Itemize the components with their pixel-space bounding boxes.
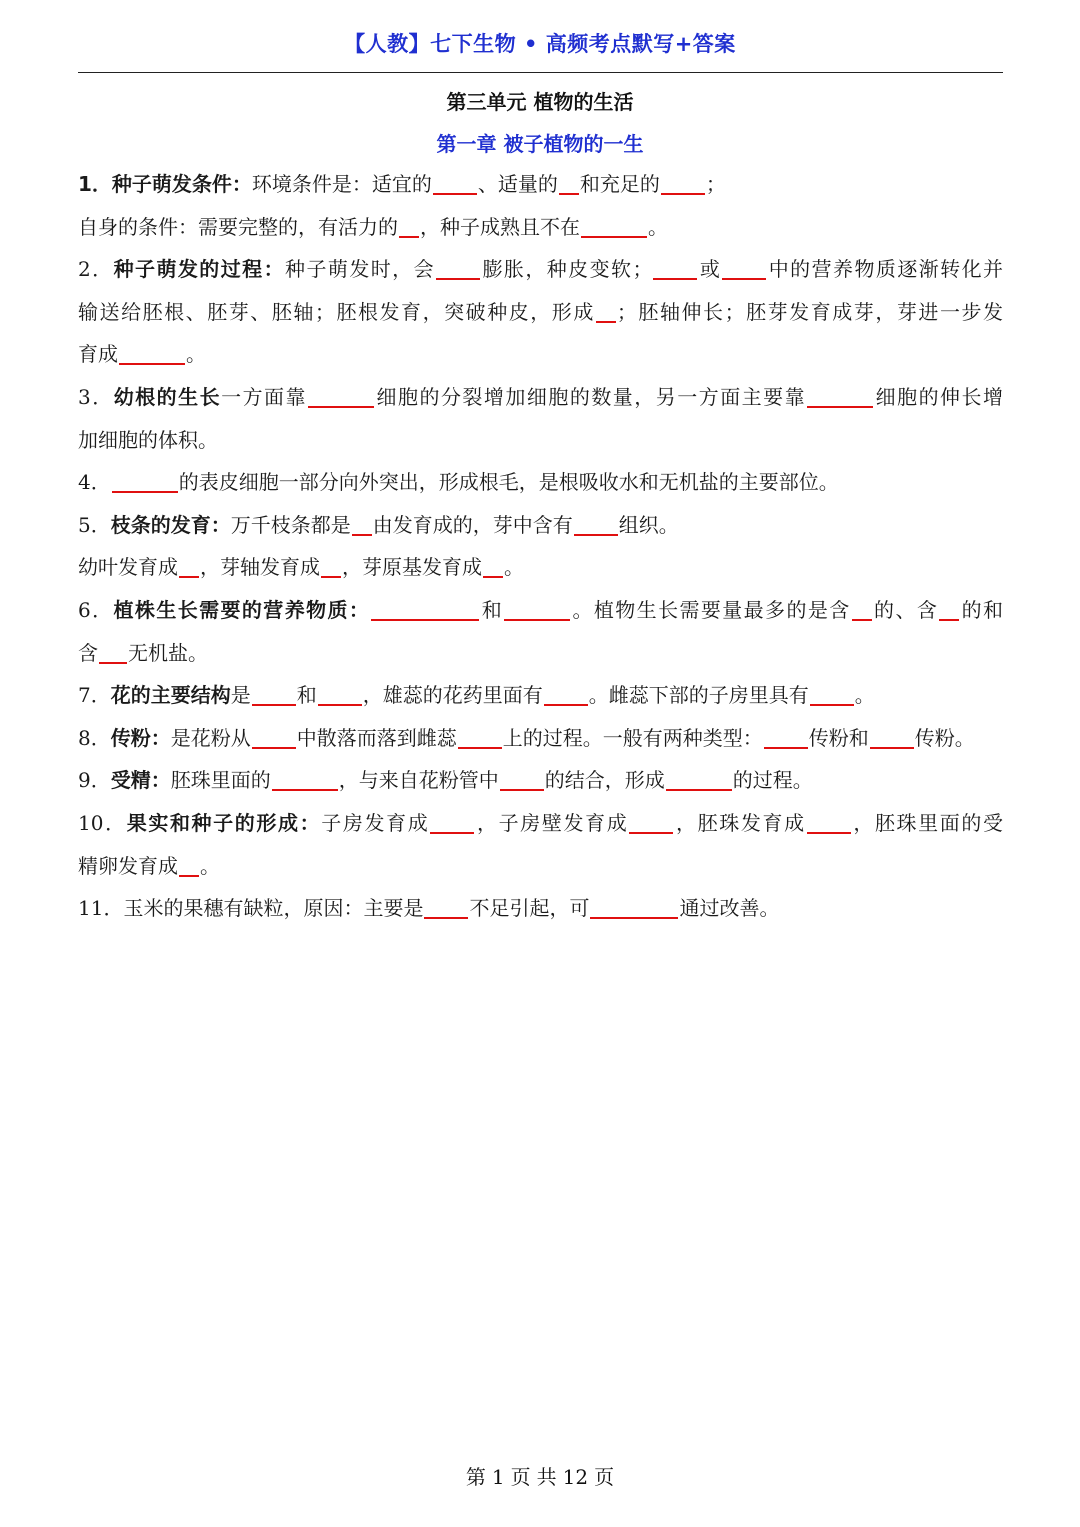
question-text: 。 — [648, 214, 668, 239]
question-text: 含 — [78, 640, 98, 665]
question-text: 中散落而落到雌蕊 — [296, 725, 457, 750]
question-number: 8． — [78, 725, 111, 750]
question-number: 2． — [78, 257, 114, 282]
question-text: 。雌蕊下部的子房里具有 — [588, 683, 809, 708]
question-text: 育成 — [78, 342, 118, 367]
question-3-line-1 — [78, 376, 1003, 419]
question-number: 3． — [78, 384, 114, 409]
question-number: 5． — [78, 512, 111, 537]
question-heading: 花的主要结构 — [110, 683, 231, 708]
footer-text: 页 — [510, 1465, 531, 1489]
answer-blank[interactable] — [119, 337, 185, 365]
question-2-line-2 — [78, 291, 1003, 334]
question-heading: 种子萌发条件： — [111, 172, 252, 196]
question-4-line-1 — [78, 461, 1003, 504]
question-2-line-1 — [78, 248, 1003, 291]
question-heading: 植株生长需要的营养物质： — [113, 597, 371, 622]
answer-blank[interactable] — [436, 252, 480, 280]
question-text: 中的营养物质逐渐转化并 — [767, 257, 1004, 282]
question-9-line-1 — [78, 759, 1003, 802]
question-text: 种子萌发时，会 — [285, 257, 436, 282]
footer-text: 第 — [465, 1465, 486, 1489]
answer-blank[interactable] — [544, 678, 588, 706]
question-heading: 种子萌发的过程： — [113, 257, 286, 282]
question-text: 是 — [230, 683, 251, 708]
answer-blank[interactable] — [870, 721, 914, 749]
question-text: ，与来自花粉管中 — [338, 768, 499, 793]
question-text: 不足引起，可 — [469, 896, 590, 921]
answer-blank[interactable] — [764, 721, 808, 749]
question-text: 幼叶发育成 — [78, 555, 178, 580]
question-text: ，胚珠里面的受 — [851, 810, 1004, 835]
question-text: 胚珠里面的 — [170, 768, 271, 793]
question-text: 自身的条件：需要完整的，有活力的 — [78, 214, 398, 239]
question-10-line-1 — [78, 802, 1003, 845]
question-number: 11． — [78, 896, 124, 921]
question-heading: 果实和种子的形成： — [126, 810, 322, 835]
question-text: 组织。 — [618, 512, 679, 537]
question-1-line-2 — [78, 206, 1003, 249]
question-text: 子房发育成 — [321, 810, 430, 835]
footer-text: 页 — [594, 1465, 615, 1489]
page-header-title: 【人教】七下生物 • 高频考点默写+答案 — [344, 32, 736, 56]
question-text: 、适量的 — [477, 172, 558, 196]
page-footer — [0, 1461, 1080, 1490]
header-divider — [78, 72, 1003, 73]
question-text: 输送给胚根、胚芽、胚轴；胚根发育，突破种皮，形成 — [78, 299, 595, 324]
answer-blank[interactable] — [112, 465, 178, 493]
answer-blank[interactable] — [653, 252, 697, 280]
total-page-count: 12 — [562, 1465, 589, 1489]
question-text: 环境条件是：适宜的 — [251, 172, 432, 196]
answer-blank[interactable] — [308, 380, 374, 408]
question-text: 和充足的 — [579, 172, 660, 196]
answer-blank[interactable] — [500, 763, 544, 791]
answer-blank[interactable] — [252, 678, 296, 706]
question-heading: 受精： — [110, 768, 171, 793]
question-number: 9． — [78, 768, 111, 793]
question-text: 通过改善。 — [679, 896, 780, 921]
question-text: 传粉和 — [808, 725, 869, 750]
question-3-line-2 — [78, 419, 1003, 462]
answer-blank[interactable] — [483, 550, 503, 578]
chapter-title: 第一章 被子植物的一生 — [436, 132, 644, 156]
question-number: 10． — [78, 810, 127, 835]
question-text: 的过程。 — [732, 768, 813, 793]
question-text: 细胞的分裂增加细胞的数量，另一方面主要靠 — [375, 384, 807, 409]
question-text: 细胞的伸长增 — [874, 384, 1004, 409]
question-text: 的和 — [960, 597, 1004, 622]
question-text: 精卵发育成 — [78, 853, 178, 878]
answer-blank[interactable] — [807, 806, 851, 834]
question-heading: 幼根的生长 — [113, 384, 222, 409]
question-text: 无机盐。 — [128, 640, 208, 665]
answer-blank[interactable] — [252, 721, 296, 749]
answer-blank[interactable] — [352, 508, 372, 536]
answer-blank[interactable] — [458, 721, 502, 749]
answer-blank[interactable] — [590, 891, 678, 919]
current-page-number: 1 — [491, 1465, 505, 1489]
question-5-line-1 — [78, 504, 1003, 547]
answer-blank[interactable] — [504, 593, 570, 621]
question-text: ，子房壁发育成 — [475, 810, 629, 835]
question-text: 万千枝条都是 — [230, 512, 351, 537]
question-text: 。 — [200, 853, 220, 878]
answer-blank[interactable] — [629, 806, 673, 834]
answer-blank[interactable] — [272, 763, 338, 791]
answer-blank[interactable] — [581, 210, 647, 238]
question-1-line-1 — [78, 163, 1003, 206]
question-text: 膨胀，种皮变软； — [481, 257, 653, 282]
question-heading: 枝条的发育： — [110, 512, 231, 537]
question-text: ，胚珠发育成 — [674, 810, 806, 835]
question-number: 6． — [78, 597, 114, 622]
answer-blank[interactable] — [433, 167, 477, 195]
question-text: 。 — [854, 683, 875, 708]
question-text: 加细胞的体积。 — [78, 427, 218, 452]
question-list — [78, 163, 1003, 930]
question-text: 。 — [186, 342, 206, 367]
answer-blank[interactable] — [852, 593, 872, 621]
answer-blank[interactable] — [430, 806, 474, 834]
answer-blank[interactable] — [371, 593, 479, 621]
answer-blank[interactable] — [810, 678, 854, 706]
question-text: 由发育成的，芽中含有 — [372, 512, 573, 537]
question-5-line-2 — [78, 546, 1003, 589]
answer-blank[interactable] — [666, 763, 732, 791]
question-text: 和 — [480, 597, 504, 622]
question-10-line-2 — [78, 845, 1003, 888]
question-text: 上的过程。一般有两种类型： — [502, 725, 763, 750]
question-7-line-1 — [78, 674, 1003, 717]
answer-blank[interactable] — [179, 550, 199, 578]
answer-blank[interactable] — [99, 636, 127, 664]
question-6-line-1 — [78, 589, 1003, 632]
question-text: 是花粉从 — [170, 725, 251, 750]
question-heading: 传粉： — [110, 725, 171, 750]
footer-text: 共 — [536, 1465, 557, 1489]
answer-blank[interactable] — [939, 593, 959, 621]
answer-blank[interactable] — [596, 295, 616, 323]
question-text: ； — [705, 172, 726, 196]
question-text: 或 — [698, 257, 722, 282]
question-number: 7． — [78, 683, 111, 708]
question-text: 一方面靠 — [221, 384, 308, 409]
answer-blank[interactable] — [399, 210, 419, 238]
answer-blank[interactable] — [661, 167, 705, 195]
question-2-line-3 — [78, 333, 1003, 376]
question-text: 。植物生长需要量最多的是含 — [571, 597, 851, 622]
question-text: ，雄蕊的花药里面有 — [362, 683, 543, 708]
unit-title: 第三单元 植物的生活 — [446, 90, 634, 114]
question-text: 的结合，形成 — [544, 768, 665, 793]
answer-blank[interactable] — [318, 678, 362, 706]
answer-blank[interactable] — [179, 849, 199, 877]
question-text: ；胚轴伸长；胚芽发育成芽，芽进一步发 — [616, 299, 1004, 324]
question-text: 。 — [504, 555, 524, 580]
question-number: 4． — [78, 470, 111, 495]
question-text: 的表皮细胞一部分向外突出，形成根毛，是根吸收水和无机盐的主要部位。 — [178, 470, 839, 495]
answer-blank[interactable] — [424, 891, 468, 919]
question-11-line-1 — [78, 887, 1003, 930]
answer-blank[interactable] — [807, 380, 873, 408]
question-text: 和 — [296, 683, 317, 708]
answer-blank[interactable] — [574, 508, 618, 536]
answer-blank[interactable] — [559, 167, 579, 195]
question-text: ，芽轴发育成 — [200, 555, 320, 580]
question-text: 传粉。 — [914, 725, 975, 750]
answer-blank[interactable] — [321, 550, 341, 578]
question-text: ，芽原基发育成 — [342, 555, 482, 580]
question-text: 玉米的果穗有缺粒，原因：主要是 — [123, 896, 424, 921]
question-text: ，种子成熟且不在 — [420, 214, 580, 239]
question-8-line-1 — [78, 717, 1003, 760]
question-6-line-2 — [78, 632, 1003, 675]
answer-blank[interactable] — [722, 252, 766, 280]
question-text: 的、含 — [872, 597, 939, 622]
question-number: 1． — [78, 172, 112, 196]
